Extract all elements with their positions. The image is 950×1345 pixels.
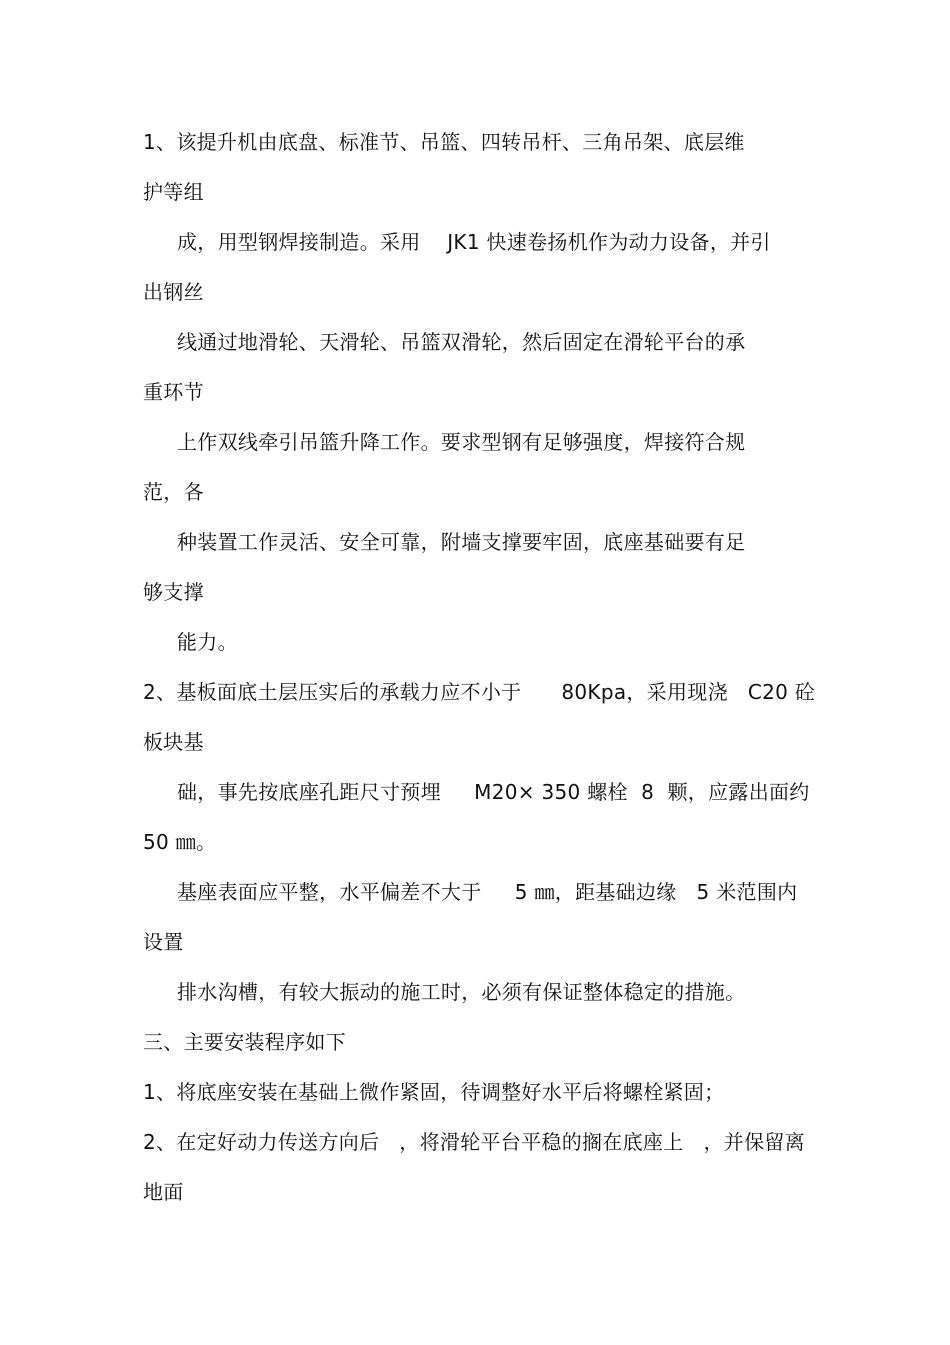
text-line: 出钢丝 xyxy=(143,280,204,304)
text-line: 1、该提升机由底盘、标准节、吊篮、四转吊杆、三角吊架、底层维 xyxy=(143,130,745,154)
text-line: 础，事先按底座孔距尺寸预埋 M20× 350 螺栓 8 颗，应露出面约 xyxy=(177,780,810,804)
text-line: 排水沟槽，有较大振动的施工时，必须有保证整体稳定的措施。 xyxy=(177,980,746,1004)
text-line: 重环节 xyxy=(143,380,204,404)
text-line: 线通过地滑轮、天滑轮、吊篮双滑轮，然后固定在滑轮平台的承 xyxy=(177,330,746,354)
text-line: 基座表面应平整，水平偏差不大于 5 ㎜，距基础边缘 5 米范围内 xyxy=(177,880,798,904)
text-line: 护等组 xyxy=(143,180,204,204)
text-line: 设置 xyxy=(143,930,184,954)
text-line: 范，各 xyxy=(143,480,204,504)
text-line: 板块基 xyxy=(143,730,204,754)
text-line: 种装置工作灵活、安全可靠，附墙支撑要牢固，底座基础要有足 xyxy=(177,530,746,554)
text-line: 够支撑 xyxy=(143,580,204,604)
text-line: 地面 xyxy=(143,1180,184,1204)
text-line: 2、基板面底土层压实后的承载力应不小于 80Kpa，采用现浇 C20 砼 xyxy=(143,680,816,704)
text-line: 成，用型钢焊接制造。采用 JK1 快速卷扬机作为动力设备，并引 xyxy=(177,230,771,254)
text-line: 50 ㎜。 xyxy=(143,830,217,854)
text-line: 能力。 xyxy=(177,630,238,654)
section-heading: 三、主要安装程序如下 xyxy=(143,1030,346,1054)
text-line: 2、在定好动力传送方向后 ，将滑轮平台平稳的搁在底座上 ，并保留离 xyxy=(143,1130,805,1154)
text-line: 上作双线牵引吊篮升降工作。要求型钢有足够强度，焊接符合规 xyxy=(177,430,746,454)
text-line: 1、将底座安装在基础上微作紧固，待调整好水平后将螺栓紧固； xyxy=(143,1080,725,1104)
